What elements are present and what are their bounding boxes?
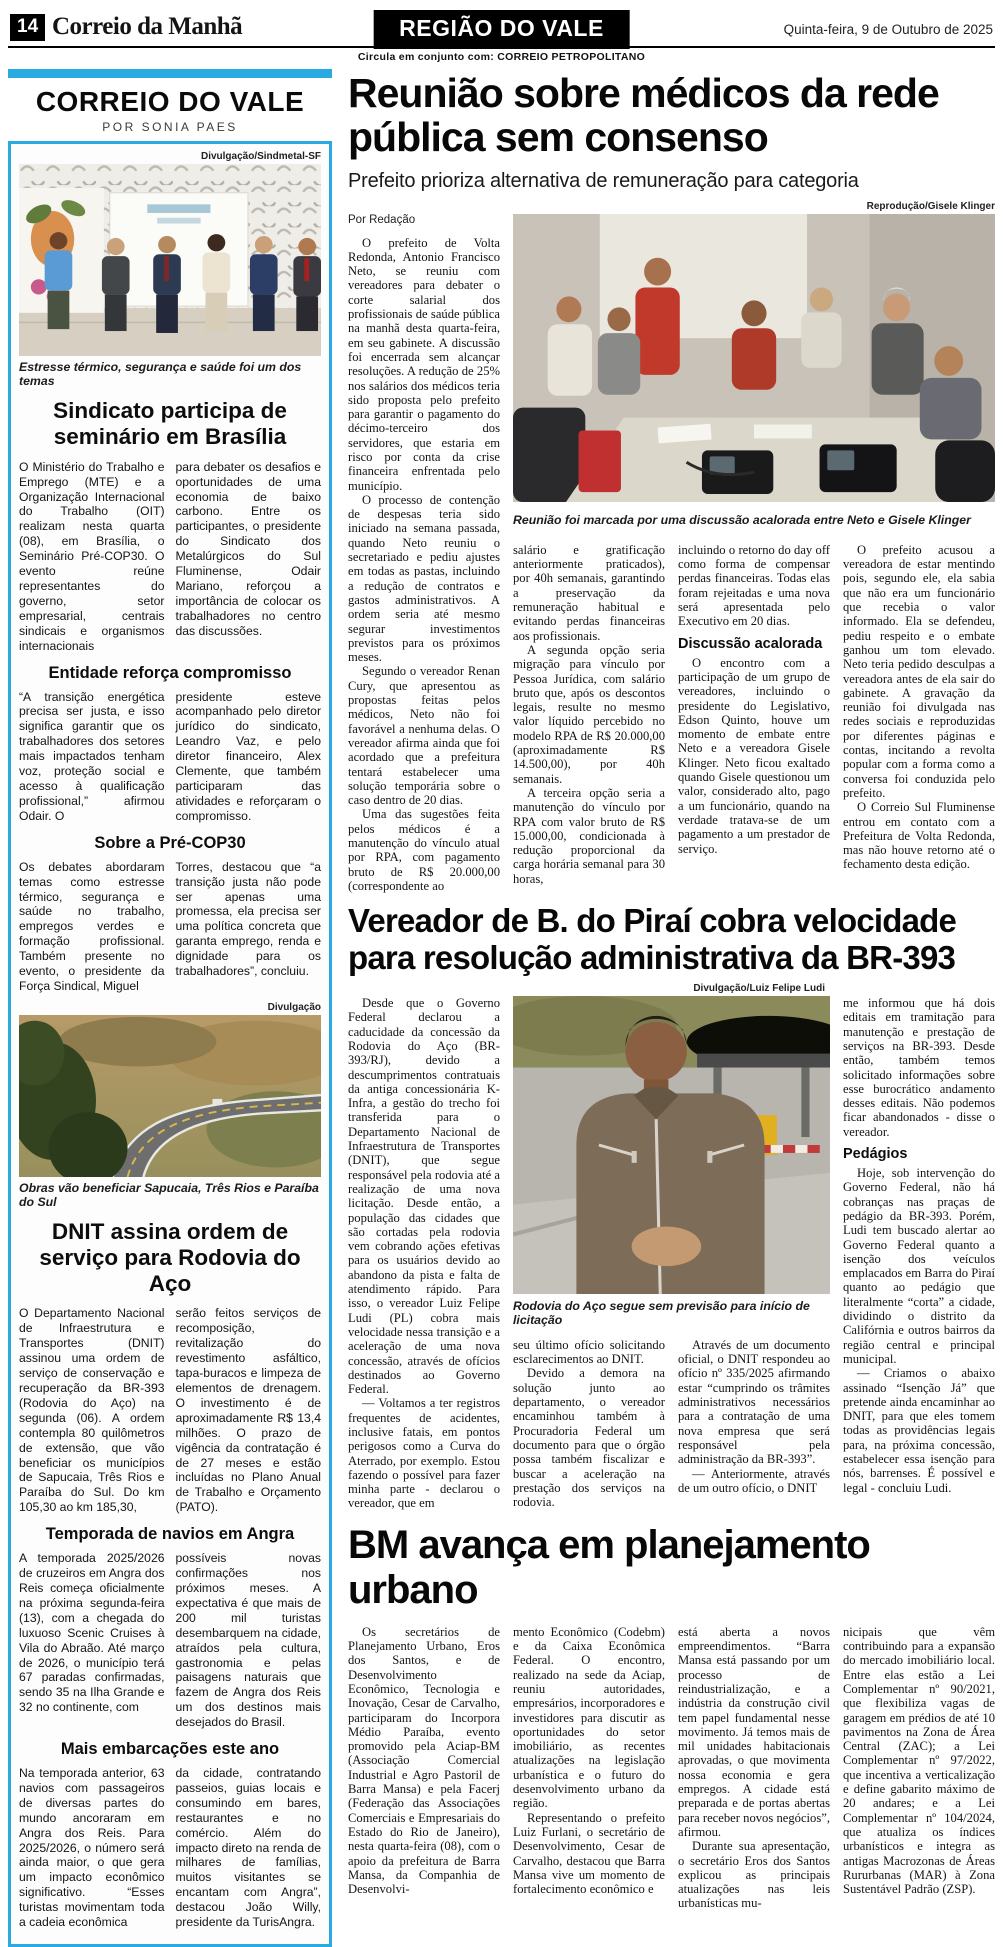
sidebar-story1-headline: Sindicato participa de seminário em Brasília — [53, 398, 287, 449]
photo-credit: Divulgação/Luiz Felipe Ludi — [693, 983, 825, 995]
highway-photo-illustration — [19, 1015, 321, 1177]
column-author: POR SONIA PAES — [102, 120, 238, 134]
paragraph: Os debates abordaram temas como estresse térmico, segurança e saúde no trabalho, empregos verdes e formação profissional. Também presente no evento, o presidente da Força Sindical, Miguel — [19, 859, 165, 993]
sidebar-story2-text — [19, 1306, 321, 1515]
photo-caption: Obras vão beneficiar Sapucaia, Três Rios e Paraíba do Sul — [19, 1180, 319, 1209]
meeting-photo-illustration — [513, 214, 995, 502]
paragraph: me informou que há dois editais em tramitação para manutenção e prestação de serviços na BR-393. Desde então, também temos solicitado informações sobre esse burocrático andamento desses editais. Não podemos ficar abandonados - disse o vereador. — [843, 996, 995, 1139]
sidebar-story1-text — [19, 460, 321, 654]
meeting-photo — [513, 214, 995, 502]
column-masthead: CORREIO DO VALE — [35, 86, 305, 117]
paragraph: O Ministério do Trabalho e Emprego (MTE) e a Organização Internacional do Trabalho (OIT) realizam nesta quarta (08), em Brasília, o Seminário Pré-COP30. O evento reúne representantes do governo, setor empresarial, centrais sindicais e organismos internacionais — [19, 459, 165, 653]
paragraph: possíveis novas confirmações nos próximos meses. A expectativa é que mais de 200 mil turistas desembarquem na cidade, atraídos pela cultura, gastronomia e pelas paisagens naturais que fazem de Angra dos Reis um dos destinos mais desejados do Brasil. — [175, 1551, 321, 1730]
paragraph: serão feitos serviços de recomposição, revitalização do revestimento asfáltico, tapa-buracos e limpeza de elementos de drenagem. O investimento é de aproximadamente R$ 13,4 milhões. O prazo de vigência da contratação é de 27 meses e estão incluídas no Plano Anual de Trabalho e Orçamento (PATO). — [175, 1306, 321, 1515]
seminar-group-photo — [19, 164, 321, 356]
article2-subhead: Pedágios — [843, 1146, 908, 1163]
blue-accent-bar — [8, 69, 332, 78]
photo-caption: Reunião foi marcada por uma discussão acalorada entre Neto e Gisele Klinger — [513, 512, 971, 527]
sidebar-box — [8, 141, 332, 1947]
paragraph: Através de um documento oficial, o DNIT respondeu ao ofício nº 335/2025 afirmando estar “cumprindo os trâmites administrativos necessários para a contratação de uma nova empresa que será responsável pela administração da BR-393”. — [678, 1337, 830, 1467]
sidebar-correio-do-vale — [8, 69, 332, 1947]
article2-column3 — [678, 1338, 830, 1511]
paragraph: Desde que o Governo Federal declarou a caducidade da concessão da Rodovia do Aço (BR-393/RJ), devido a descumprimentos contratuais da antiga concessionária K-Infra, a gestão do trecho foi transferida para o Departamento Nacional de Infraestrutura de Transportes (DNIT), que segue responsável pela rodovia até a realização de uma nova licitação. Desde então, a população das cidades que são cortadas pela rodovia vem cobrando ações efetivas para os usuários devido ao abandono da pista e falta de atendimento rápido. Para isso, o vereador Luiz Felipe Ludi (PL) cobra mais velocidade nessa transição e a aceleração de uma nova concessão, através de ofícios destinados ao Governo Federal. — [348, 996, 500, 1397]
paragraph: Devido a demora na solução junto ao departamento, o vereador encaminhou também à Procuradoria Federal um documento para que o órgão possa também fiscalizar e buscar a aceleração na prestação dos serviços na rodovia. — [513, 1366, 665, 1510]
paragraph: O Departamento Nacional de Infraestrutura e Transportes (DNIT) assinou uma ordem de serviço de conservação e recuperação da BR-393 (Rodovia do Aço) na segunda (06). A ordem contempla 80 quilômetros de extensão, que vão beneficiar os municípios de Sapucaia, Três Rios e Paraíba do Sul. Do km 105,30 ao km 185,30, — [19, 1306, 165, 1515]
paragraph: A temporada 2025/2026 de cruzeiros em Angra dos Reis começa oficialmente na próxima segunda-feira (13), com a chegada do luxuoso Scenic Cruises à Vila do Abraão. Até março de 2026, o município terá 67 paradas confirmadas, sendo 35 na Ilha Grande e 32 no continente, com — [19, 1551, 165, 1715]
page-header — [8, 8, 995, 48]
paragraph: — Voltamos a ter registros frequentes de acidentes, inclusive fatais, em pontos perigosos como a Curva do Aterrado, por exemplo. Estou fazendo o possível para fazer minha parte - declarou o vereador, que em — [348, 1396, 500, 1511]
photo-credit: Reprodução/Gisele Klinger — [866, 200, 995, 212]
newspaper-logo: Correio da Manhã — [52, 13, 243, 40]
paragraph: seu último ofício solicitando esclarecimentos ao DNIT. — [513, 1337, 665, 1367]
article1-column1 — [348, 214, 500, 894]
article-bm-planejamento — [348, 1523, 995, 1911]
paragraph: da cidade, contratando passeios, guias locais e consumindo em bares, restaurantes e no comércio. Além do impacto direto na renda de milhares de famílias, muitos visitantes se encantam com Angra”, destacou João Willy, presidente da TurisAngra. — [175, 1766, 321, 1930]
paragraph: O prefeito acusou a vereadora de estar mentindo pois, segundo ele, ela sabia que não era um funcionário que recebia o valor informado. Ela se defendeu, pediu respeito e o embate ganhou um tom elevado. Neto teria pedido desculpas a vereadora antes de ela sair do gabinete. A gravação da reunião foi divulgada nas redes sociais e reproduzidas por diferentes páginas e contas, incitando a revolta popular com a forma como a conversa foi conduzida pelo prefeito. — [843, 542, 995, 800]
paragraph: nicipais que vêm contribuindo para a expansão do mercado imobiliário local. Entre elas estão a Lei Complementar nº 90/2021, que flexibiliza vagas de garagem em prédios de até 10 pavimentos na Zona de Área Central (ZAC); a Lei Complementar nº 97/2022, que incentiva a verticalização e define gabarito máximo de 20 andares; e a Lei Complementar nº 104/2024, que atualiza os índices urbanísticos e integra as antigas Macrozonas de Áreas Rururbanas (MAR) à Zona Sustentável Padrão (ZSP). — [843, 1624, 995, 1897]
paragraph: A terceira opção seria a manutenção do vínculo por RPA com valor bruto de R$ 15.000,00, condicionada à redução proporcional da carga horária semanal para 30 horas, — [513, 785, 665, 886]
paragraph: A segunda opção seria migração para vínculo por Pessoa Jurídica, com salário bruto que, após os descontos legais, resulte no mesmo valor líquido percebido no modelo RPA de R$ 20.000,00 (aproximadamente R$ 14.500,00), por 40h semanais. — [513, 642, 665, 786]
paragraph: incluindo o retorno do day off como forma de compensar perdas financeiras. Todas elas foram rejeitadas e uma nova será apresentada pelo Executivo em 20 dias. — [678, 542, 830, 629]
section-banner: REGIÃO DO VALE — [373, 10, 630, 49]
paragraph: presidente esteve acompanhado pelo diretor jurídico do sindicato, Leandro Vaz, e pelo diretor financeiro, Alex Clemente, que também participaram das atividades e reforçaram o compromisso. — [175, 689, 321, 823]
paragraph: O prefeito de Volta Redonda, Antonio Francisco Neto, se reuniu com vereadores para debater o corte salarial dos profissionais de saúde pública na manhã desta quarta-feira, em seu gabinete. A discussão foi encerrada sem alcançar resoluções. A redução de 25% nos salários dos médicos teria sido proposta pelo prefeito para garantir o pagamento do décimo-terceiro dos servidores, que estaria em risco por conta da crise financeira enfrentada pelo município. — [348, 235, 500, 493]
paragraph: Hoje, sob intervenção do Governo Federal, não há cobranças nas praças de pedágio da BR-393. Porém, Ludi tem buscado alertar ao Governo Federal quanto a isenção dos veículos emplacados em Barra do Piraí quanto ao pedágio que literalmente “corta” a cidade, dividindo o distrito da Califórnia e outros bairros da região central e principal municipal. — [843, 1166, 995, 1366]
sidebar-story1-subhead2: Sobre a Pré-COP30 — [94, 833, 246, 852]
paragraph: para debater os desafios e oportunidades de uma economia de baixo carbono. Entre os participantes, o presidente do Sindicato dos Metalúrgicos do Sul Fluminense, Odair Mariano, reforçou a importância de colocar os trabalhadores no centro das discussões. — [175, 459, 321, 638]
sidebar-story1-sub1-text — [19, 690, 321, 824]
article1-headline: Reunião sobre médicos da rede pública sem consenso — [348, 70, 939, 161]
photo-credit: Divulgação/Sindmetal-SF — [200, 151, 321, 162]
paragraph: O processo de contenção de despesas teria sido iniciado na semana passada, quando Neto reuniu o secretariado e pediu ajustes em todas as pastas, incluindo a redução de contratos e gastos administrativos. A ordem seria até mesmo segurar investimentos previstos para os próximos meses. — [348, 492, 500, 665]
sidebar-story3-text — [19, 1551, 321, 1730]
councilman-photo-illustration — [513, 996, 830, 1294]
article2-column2 — [513, 1338, 665, 1511]
article1-column3 — [678, 543, 830, 893]
article2-headline: Vereador de B. do Piraí cobra velocidade para resolução administrativa da BR-393 — [348, 902, 957, 977]
highway-photo — [19, 1015, 321, 1177]
paragraph: mento Econômico (Codebm) e da Caixa Econômica Federal. O encontro, realizado na sede da Aciap, reuniu autoridades, empresários, incorporadores e investidores para discutir as oportunidades do setor imobiliário, as recentes atualizações na legislação urbanística e o futuro do desenvolvimento urbano da região. — [513, 1624, 665, 1811]
article1-byline: Por Redação — [348, 213, 416, 226]
paragraph: está aberta a novos empreendimentos. “Barra Mansa está passando por um processo de reindustrialização, e a indústria da construção civil tem papel fundamental nesse movimento. Já temos mais de mil unidades habitacionais aprovadas, o que movimenta nossa economia e gera empregos. A cidade está preparada e de portas abertas para receber novos negócios”, afirmou. — [678, 1624, 830, 1839]
page-number: 14 — [10, 14, 45, 41]
paragraph: Uma das sugestões feita pelos médicos é a manutenção do vínculo atual por RPA, com pagamento bruto de R$ 20.000,00 (correspondente ao — [348, 807, 500, 893]
photo-caption: Rodovia do Aço segue sem previsão para início de licitação — [513, 1299, 810, 1328]
article-vereador-br393 — [348, 903, 995, 1511]
article2-column1 — [348, 996, 500, 1511]
paragraph: Torres, destacou que “a transição justa não pode ser apenas uma promessa, ela precisa ser uma política concreta que garanta emprego, renda e dignidade para os trabalhadores”, concluiu. — [175, 859, 321, 979]
article-medicos — [348, 71, 995, 893]
paragraph: Os secretários de Planejamento Urbano, Eros dos Santos, e de Desenvolvimento Econômico, Tecnologia e Inovação, Cesar de Carvalho, participaram do Incorpora Médio Paraíba, evento promovido pela Aciap-BM (Associação Comercial Industrial e Agro Pastoril de Barra Mansa) e pela Facerj (Federação das Associações Comerciais e Empresariais do Estado do Rio de Janeiro), nesta quarta-feira (08), com o apoio da prefeitura de Barra Mansa, da Companhia de Desenvolvi- — [348, 1624, 500, 1897]
sidebar-story4-headline: Mais embarcações este ano — [60, 1740, 280, 1759]
paragraph: Durante sua apresentação, o secretário Eros dos Santos explicou as principais atualizações nas leis urbanísticas mu- — [678, 1839, 830, 1911]
sidebar-story3-headline: Temporada de navios em Angra — [45, 1525, 295, 1544]
seminar-group-photo-illustration — [19, 164, 321, 356]
paragraph: — Criamos o abaixo assinado “Isenção Já” que pretende ainda encaminhar ao DNIT, para que eles tomem todas as providências legais para, na próxima concessão, estabelecer essa isenção para nós, barrenses. É possível e legal - concluiu Ludi. — [843, 1366, 995, 1495]
article1-column2 — [513, 543, 665, 893]
sidebar-story2-headline: DNIT assina ordem de serviço para Rodovia do Aço — [39, 1218, 301, 1296]
article3-headline: BM avança em planejamento urbano — [348, 1522, 870, 1612]
sidebar-story4-text — [19, 1766, 321, 1930]
circulation-note: Circula em conjunto com: CORREIO PETROPOLITANO — [357, 51, 646, 63]
article1-column4 — [843, 543, 995, 893]
photo-caption: Estresse térmico, segurança e saúde foi um dos temas — [19, 360, 302, 388]
paragraph: Segundo o vereador Renan Cury, que apresentou as propostas feitas pelos médicos, Neto não foi favorável a nenhuma delas. O vereador afirma ainda que foi acordado que a prefeitura tentará estabelecer uma solução temporária sobre o caso dentro de 20 dias. — [348, 664, 500, 808]
paragraph: — Anteriormente, através de um outro ofício, o DNIT — [678, 1466, 830, 1495]
photo-credit: Divulgação — [267, 1001, 321, 1013]
paragraph: salário e gratificação anteriormente praticados), por 40h semanais, garantindo a preservação da remuneração habitual e evitando perdas financeiras aos profissionais. — [513, 542, 665, 643]
article3-column1 — [348, 1625, 500, 1911]
paragraph: O encontro com a participação de um grupo de vereadores, incluindo o presidente do Legislativo, Edson Quinto, houve um momento de embate entre Neto e a vereadora Gisele Klinger. Neto ficou exaltado quando Gisele questionou um valor, considerado alto, pago a um funcionário, quando na verdade tratava-se de um pagamento a um prestador de serviço. — [678, 655, 830, 856]
councilman-photo — [513, 996, 830, 1294]
paragraph: O Correio Sul Fluminense entrou em contato com a Prefeitura de Volta Redonda, mas não houve retorno até o fechamento desta edição. — [843, 800, 995, 872]
paragraph: Na temporada anterior, 63 navios com passageiros de diversas partes do mundo ancoraram em Angra dos Reis. Para 2025/2026, o número será ainda maior, o que gera um impacto econômico significativo. “Esses turistas movimentam toda a cadeia econômica — [19, 1766, 165, 1930]
article2-column4 — [843, 996, 995, 1511]
main-articles — [348, 69, 995, 1947]
article3-column3 — [678, 1625, 830, 1911]
edition-date: Quinta-feira, 9 de Outubro de 2025 — [783, 22, 993, 37]
article3-column2 — [513, 1625, 665, 1911]
sidebar-story1-subhead1: Entidade reforça compromisso — [48, 663, 292, 682]
paragraph: Representando o prefeito Luiz Furlani, o secretário de Desenvolvimento, Cesar de Carvalho, destacou que Barra Mansa vive um momento de fortalecimento econômico e — [513, 1810, 665, 1897]
article3-column4 — [843, 1625, 995, 1911]
paragraph: “A transição energética precisa ser justa, e isso significa garantir que os trabalhadores dos setores mais impactados tenham voz, proteção social e acesso à qualificação profissional,” afirmou Odair. O — [19, 689, 165, 823]
sidebar-story1-sub2-text — [19, 860, 321, 994]
article1-subhead: Discussão acalorada — [678, 635, 823, 652]
article1-deck: Prefeito prioriza alternativa de remuneração para categoria — [348, 169, 859, 192]
